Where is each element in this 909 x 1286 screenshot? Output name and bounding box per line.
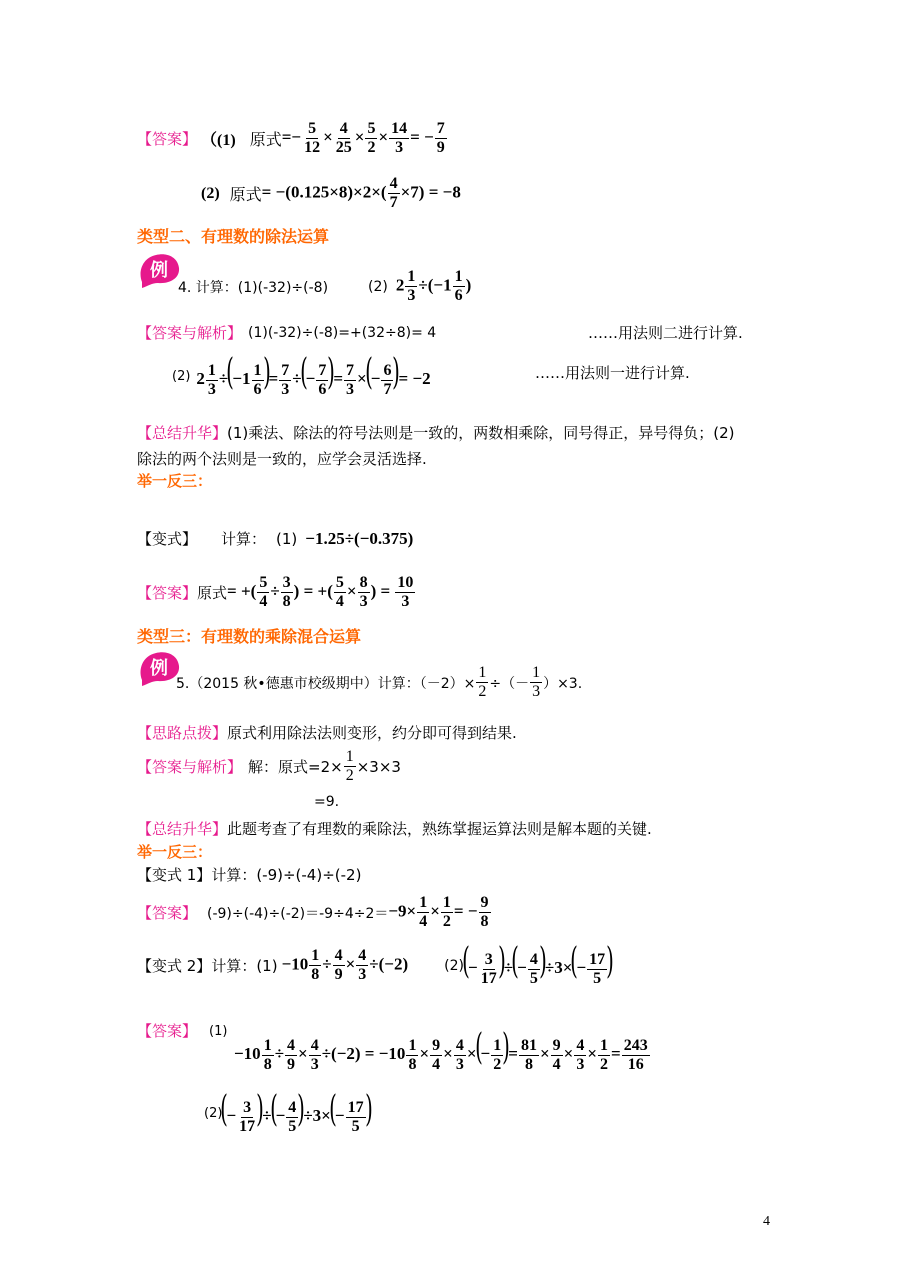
example-badge-icon [136, 250, 182, 290]
svg-text:例: 例 [150, 260, 168, 281]
math-expression: 2 $\frac{1}{3}$ ÷(−1 $\frac{1}{6}$ )= $\frac{7}{3}$ ÷(− $\frac{7}{6}$ )= $\frac{7}{3}$ ×(− $\frac{6}{7}$ )= −2 [196, 352, 431, 398]
math-expression: −10 $\frac{1}{8}$ ÷ $\frac{4}{9}$ × $\frac{4}{3}$ ÷(−2) [281, 947, 409, 984]
variant-answer [137, 574, 416, 611]
example-4 [178, 268, 471, 305]
section-title: 类型二、有理数的除法运算 [137, 227, 330, 246]
answer-analysis-label: 【答案与解析】 [137, 758, 243, 776]
example-5: 5.（2015 秋•德惠市校级期中）计算：（－2）× $\frac{1}{2}$ ÷（－ 1 3 ）×3. [176, 664, 583, 700]
ex4-answer-2 [172, 352, 431, 399]
answer-label: 【答案】 [137, 130, 198, 148]
expr-label: 原式 [229, 185, 262, 204]
part-label: (2) [204, 1106, 223, 1122]
variant-label: 【变式 2】 [137, 957, 212, 976]
math-expression: = +( $\frac{5}{4}$ ÷ $\frac{3}{8}$ ) = +( $\frac{5}{4}$ × $\frac{8}{3}$ ) = $\frac{10}{3}$ [227, 574, 414, 610]
question-text: 5.（2015 秋•德惠市校级期中）计算：（－2）× [176, 675, 476, 692]
math-expression: −10 $\frac{1}{8}$ ÷ $\frac{4}{9}$ × $\frac{4}{3}$ ÷(−2) = −10 $\frac{1}{8}$ × $\frac{9}{4}$ × $\frac{4}{3}$ ×(− $\frac{1}{2}$ )= $\frac{81}{8}$ × $\frac{9}{4}$ × $\frac{4}{3}$ × $\frac{1}{2}$ = $\frac{243}{16}$ [234, 1027, 648, 1073]
expr-label: 原式 [197, 584, 228, 602]
math-expression: (− $\frac{3}{17}$ )÷(− $\frac{4}{5}$ )÷3×(− $\frac{17}{5}$ ) [220, 1089, 373, 1135]
answer-label: 【答案】 [137, 1022, 198, 1040]
part-label: (1) [209, 1024, 228, 1039]
math-expression: −1.25÷(−0.375) [305, 528, 414, 548]
part-label: (2) [368, 278, 388, 295]
answer-text: (-9)÷(-4)÷(-2)＝-9÷4÷2＝ [207, 905, 389, 922]
variant-2-answer-1-expr [234, 1027, 651, 1074]
variant-1 [137, 864, 361, 885]
math-expression: 2 $\frac{1}{3}$ ÷(−1 $\frac{1}{6}$ ) [395, 268, 472, 304]
answer-text: 解：原式=2× [248, 758, 343, 776]
math-expression: (− $\frac{3}{17}$ )÷(− $\frac{4}{5}$ )÷3×(− $\frac{17}{5}$ ) [462, 941, 615, 987]
practice-heading: 举一反三： [137, 843, 213, 861]
summary-label: 【总结升华】 [137, 820, 228, 838]
answer-note: ……用法则一进行计算. [535, 364, 690, 382]
question-text: 4. 计算：(1)(-32)÷(-8) [178, 279, 329, 296]
answer-text: ×3×3 [356, 757, 401, 776]
part-label: （(1) [201, 132, 236, 149]
ex5-hint [137, 722, 517, 743]
summary-text: 此题考查了有理数的乘除法，熟练掌握运算法则是解本题的关键. [227, 820, 652, 838]
variant-text: 计算：(-9)÷(-4)÷(-2) [211, 866, 362, 884]
ex5-summary [137, 818, 652, 839]
part-label: (1) [276, 529, 298, 548]
variant-text: 计算： [221, 530, 267, 548]
variant-label: 【变式 1】 [137, 866, 212, 884]
question-text: ÷（－ [489, 675, 530, 692]
part-label: (2) [172, 369, 191, 385]
part-label: (2) [201, 184, 220, 202]
summary-label: 【总结升华】 [137, 424, 228, 442]
hint-text: 原式利用除法法则变形，约分即可得到结果. [227, 724, 517, 742]
math-expression: =− $\frac{5}{12}$ × $\frac{4}{25}$ × $\frac{5}{2}$ × $\frac{14}{3}$ = − $\frac{7}{9}$ [281, 120, 445, 156]
page-number: 4 [763, 1214, 770, 1229]
ex5-answer: 【答案与解析】 解：原式=2× $\frac{1}{2}$ ×3×3 [137, 748, 401, 784]
prev-answer-line1 [137, 120, 448, 157]
summary-text: 除法的两个法则是一致的，应学会灵活选择. [137, 450, 427, 468]
hint-label: 【思路点拨】 [137, 724, 228, 742]
question-text: ）×3. [543, 675, 583, 692]
variant-1-answer [137, 894, 492, 931]
variant-2 [137, 941, 615, 988]
answer-label: 【答案】 [137, 584, 198, 602]
answer-note: ……用法则二进行计算. [588, 324, 743, 342]
svg-text:例: 例 [150, 658, 168, 679]
section-title: 类型三：有理数的乘除混合运算 [137, 627, 362, 646]
practice-heading: 举一反三： [137, 472, 213, 490]
variant [137, 528, 413, 549]
answer-analysis-label: 【答案与解析】 [137, 324, 243, 342]
ex4-summary [137, 420, 735, 472]
ex4-answer-1 [137, 322, 436, 343]
answer-text: =9. [314, 794, 340, 810]
prev-answer-line2 [201, 175, 461, 212]
part-label: (2) [444, 957, 464, 974]
variant-2-answer-2 [204, 1089, 373, 1136]
variant-text: 计算：(1) [211, 957, 278, 976]
variant-2-answer-1 [137, 1020, 227, 1041]
answer-label: 【答案】 [137, 904, 198, 922]
math-expression: = −(0.125×8)×2×( $\frac{4}{7}$ ×7) = −8 [261, 175, 461, 211]
variant-label: 【变式】 [137, 530, 198, 548]
summary-text: (1)乘法、除法的符号法则是一致的，两数相乘除，同号得正，异号得负；(2) [227, 424, 735, 442]
expr-label: 原式 [249, 130, 282, 149]
math-expression: −9× $\frac{1}{4}$ × $\frac{1}{2}$ = − $\frac{9}{8}$ [388, 894, 489, 930]
answer-text: (1)(-32)÷(-8)=+(32÷8)= 4 [248, 324, 437, 341]
